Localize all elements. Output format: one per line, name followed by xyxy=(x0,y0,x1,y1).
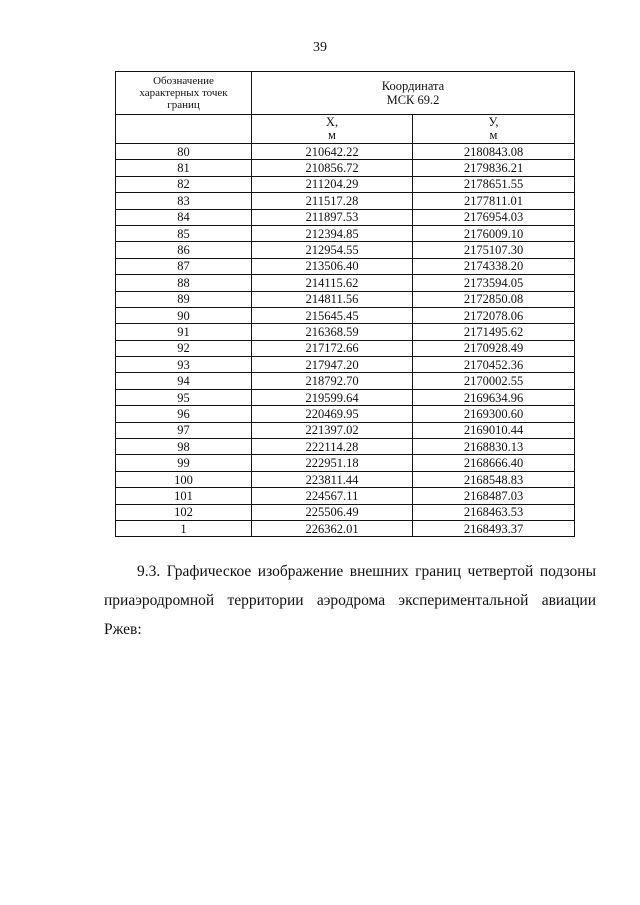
table-row xyxy=(116,209,575,225)
table-row xyxy=(116,488,575,504)
y-cell: 2173594.05 xyxy=(413,275,575,291)
x-cell: 215645.45 xyxy=(252,307,413,323)
point-cell: 96 xyxy=(116,406,252,422)
table-row xyxy=(116,455,575,471)
y-cell: 2168493.37 xyxy=(413,520,575,536)
table-row xyxy=(116,422,575,438)
page-number: 39 xyxy=(313,40,327,55)
x-cell: 210642.22 xyxy=(252,144,413,160)
point-cell: 90 xyxy=(116,307,252,323)
x-cell: 213506.40 xyxy=(252,258,413,274)
y-cell: 2168830.13 xyxy=(413,439,575,455)
header-point-line: Обозначение xyxy=(153,75,214,87)
x-cell: 223811.44 xyxy=(252,471,413,487)
table-row xyxy=(116,258,575,274)
header-point-designation xyxy=(116,72,252,115)
x-cell: 210856.72 xyxy=(252,160,413,176)
table-row xyxy=(116,340,575,356)
header-y-label: У, xyxy=(488,115,499,129)
y-cell: 2169010.44 xyxy=(413,422,575,438)
x-cell: 214811.56 xyxy=(252,291,413,307)
table-row xyxy=(116,439,575,455)
table-row xyxy=(116,193,575,209)
table-row xyxy=(116,225,575,241)
x-cell: 212954.55 xyxy=(252,242,413,258)
x-cell: 224567.11 xyxy=(252,488,413,504)
point-cell: 101 xyxy=(116,488,252,504)
header-coordinate-line: Координата xyxy=(381,79,445,93)
point-cell: 89 xyxy=(116,291,252,307)
y-cell: 2172078.06 xyxy=(413,307,575,323)
x-cell: 218792.70 xyxy=(252,373,413,389)
point-cell: 97 xyxy=(116,422,252,438)
x-cell: 217172.66 xyxy=(252,340,413,356)
point-cell: 82 xyxy=(116,176,252,192)
y-cell: 2170452.36 xyxy=(413,357,575,373)
y-cell: 2178651.55 xyxy=(413,176,575,192)
point-cell: 95 xyxy=(116,389,252,405)
point-cell: 86 xyxy=(116,242,252,258)
x-cell: 220469.95 xyxy=(252,406,413,422)
table-row xyxy=(116,291,575,307)
y-cell: 2170002.55 xyxy=(413,373,575,389)
x-cell: 211204.29 xyxy=(252,176,413,192)
table-row xyxy=(116,406,575,422)
paragraph-line-1: 9.3. Графическое изображение внешних границ четвертой подзоны xyxy=(137,563,596,580)
header-coordinate-line: МСК 69.2 xyxy=(386,93,440,107)
table-row xyxy=(116,504,575,520)
table-row xyxy=(116,520,575,536)
x-cell: 225506.49 xyxy=(252,504,413,520)
x-cell: 211517.28 xyxy=(252,193,413,209)
x-cell: 219599.64 xyxy=(252,389,413,405)
table-row xyxy=(116,275,575,291)
y-cell: 2168487.03 xyxy=(413,488,575,504)
point-cell: 83 xyxy=(116,193,252,209)
point-cell: 94 xyxy=(116,373,252,389)
y-cell: 2179836.21 xyxy=(413,160,575,176)
header-x-unit: м xyxy=(328,128,336,142)
point-cell: 1 xyxy=(116,520,252,536)
y-cell: 2169634.96 xyxy=(413,389,575,405)
x-cell: 222114.28 xyxy=(252,439,413,455)
y-cell: 2168548.83 xyxy=(413,471,575,487)
table-row xyxy=(116,242,575,258)
x-cell: 216368.59 xyxy=(252,324,413,340)
header-y-unit: м xyxy=(489,128,498,142)
point-cell: 98 xyxy=(116,439,252,455)
y-cell: 2170928.49 xyxy=(413,340,575,356)
header-x xyxy=(252,115,413,144)
header-x-label: X, xyxy=(325,115,339,129)
y-cell: 2177811.01 xyxy=(413,193,575,209)
point-cell: 80 xyxy=(116,144,252,160)
y-cell: 2168666.40 xyxy=(413,455,575,471)
header-coordinate xyxy=(252,72,575,115)
point-cell: 99 xyxy=(116,455,252,471)
x-cell: 214115.62 xyxy=(252,275,413,291)
table-row xyxy=(116,357,575,373)
table-row xyxy=(116,373,575,389)
x-cell: 221397.02 xyxy=(252,422,413,438)
x-cell: 217947.20 xyxy=(252,357,413,373)
point-cell: 81 xyxy=(116,160,252,176)
table-row xyxy=(116,144,575,160)
paragraph-line-2: приаэродромной территории аэродрома экспериментальной авиации Ржев: xyxy=(104,592,596,638)
y-cell: 2176954.03 xyxy=(413,209,575,225)
y-cell: 2176009.10 xyxy=(413,225,575,241)
point-cell: 92 xyxy=(116,340,252,356)
x-cell: 222951.18 xyxy=(252,455,413,471)
point-cell: 91 xyxy=(116,324,252,340)
coordinates-table xyxy=(115,71,575,537)
y-cell: 2171495.62 xyxy=(413,324,575,340)
table-row xyxy=(116,389,575,405)
y-cell: 2172850.08 xyxy=(413,291,575,307)
header-point-line: границ xyxy=(167,99,200,111)
y-cell: 2180843.08 xyxy=(413,144,575,160)
table-row xyxy=(116,324,575,340)
point-cell: 102 xyxy=(116,504,252,520)
point-cell: 85 xyxy=(116,225,252,241)
x-cell: 212394.85 xyxy=(252,225,413,241)
point-cell: 100 xyxy=(116,471,252,487)
x-cell: 211897.53 xyxy=(252,209,413,225)
header-point-line: характерных точек xyxy=(139,87,228,99)
header-y xyxy=(413,115,575,144)
table-row xyxy=(116,176,575,192)
table-row xyxy=(116,160,575,176)
y-cell: 2168463.53 xyxy=(413,504,575,520)
y-cell: 2175107.30 xyxy=(413,242,575,258)
y-cell: 2169300.60 xyxy=(413,406,575,422)
table-row xyxy=(116,307,575,323)
header-empty-cell xyxy=(116,115,252,144)
y-cell: 2174338.20 xyxy=(413,258,575,274)
point-cell: 87 xyxy=(116,258,252,274)
point-cell: 93 xyxy=(116,357,252,373)
point-cell: 84 xyxy=(116,209,252,225)
section-paragraph xyxy=(104,557,596,644)
table-row xyxy=(116,471,575,487)
point-cell: 88 xyxy=(116,275,252,291)
x-cell: 226362.01 xyxy=(252,520,413,536)
